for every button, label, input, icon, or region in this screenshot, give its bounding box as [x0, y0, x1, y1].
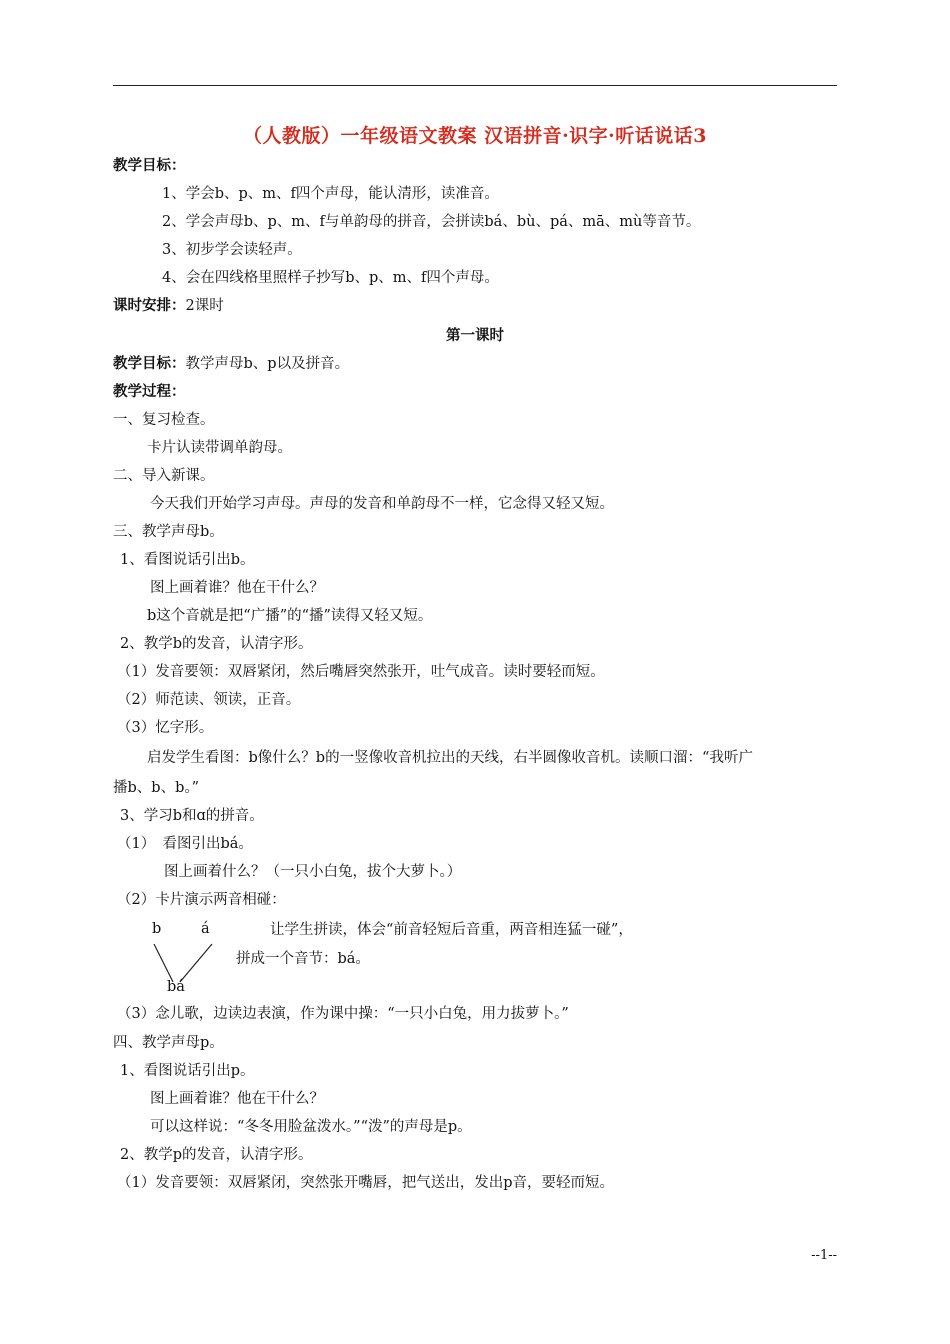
- paragraph: b这个音就是把“广播”的“播”读得又轻又短。: [147, 608, 433, 624]
- paragraph: （1）发音要领：双唇紧闭，突然张开嘴唇，把气送出，发出p音，要轻而短。: [117, 1175, 615, 1191]
- page-number: --1--: [811, 1248, 837, 1263]
- goals-heading: 教学目标：: [113, 157, 186, 174]
- paragraph: 拼成一个音节：bá。: [236, 951, 370, 967]
- header-rule: [113, 85, 837, 86]
- goal-item: 2、学会声母b、p、m、f与单韵母的拼音，会拼读bá、bù、pá、mā、mù等音节。: [162, 214, 701, 230]
- section-heading: 四、教学声母p。: [113, 1035, 224, 1051]
- paragraph: 启发学生看图：b像什么？b的一竖像收音机拉出的天线，右半圆像收音机。读顺口溜：“我听广: [147, 750, 753, 766]
- schedule-value: 2课时: [185, 298, 224, 314]
- diagram-lines: [140, 918, 250, 1000]
- paragraph: 图上画着谁？他在干什么？: [150, 1091, 324, 1107]
- sub-heading: 2、教学p的发音，认清字形。: [120, 1147, 313, 1163]
- paragraph: （2）卡片演示两音相碰：: [117, 892, 286, 908]
- schedule-label: 课时安排：: [113, 297, 186, 314]
- paragraph: 让学生拼读，体会“前音轻短后音重，两音相连猛一碰”，: [270, 922, 633, 938]
- sub-heading: 3、学习b和ɑ的拼音。: [120, 808, 264, 824]
- paragraph: （1） 看图引出bá。: [117, 836, 253, 852]
- sub-heading: 2、教学b的发音，认清字形。: [120, 636, 313, 652]
- paragraph: （1）发音要领：双唇紧闭，然后嘴唇突然张开，吐气成音。读时要轻而短。: [117, 664, 605, 680]
- sub-heading: 1、看图说话引出p。: [120, 1063, 255, 1079]
- paragraph: （2）师范读、领读，正音。: [117, 692, 301, 708]
- diagram-right-sound: á: [201, 921, 210, 937]
- paragraph: 播b、b、b。”: [113, 780, 200, 796]
- lesson-goal-label: 教学目标：: [113, 355, 186, 372]
- section-heading: 三、教学声母b。: [113, 524, 224, 540]
- paragraph: 卡片认读带调单韵母。: [147, 440, 292, 456]
- section-heading: 二、导入新课。: [113, 468, 215, 484]
- schedule-line: [113, 297, 224, 315]
- spelling-diagram: [140, 918, 250, 1000]
- goal-item: 3、初步学会读轻声。: [162, 242, 302, 258]
- paragraph: （3）念儿歌，边读边表演，作为课中操：“一只小白兔，用力拔萝卜。”: [117, 1006, 569, 1022]
- goal-item: 1、学会b、p、m、f四个声母，能认清形，读准音。: [162, 186, 499, 202]
- lesson-goal-value: 教学声母b、p以及拼音。: [185, 356, 350, 372]
- diagram-syllable: bá: [167, 979, 185, 995]
- paragraph: 图上画着什么？（一只小白兔，拔个大萝卜。）: [164, 864, 462, 880]
- goal-item: 4、会在四线格里照样子抄写b、p、m、f四个声母。: [162, 270, 499, 286]
- lesson-title: 第一课时: [446, 327, 504, 344]
- paragraph: 今天我们开始学习声母。声母的发音和单韵母不一样，它念得又轻又短。: [150, 496, 614, 512]
- paragraph: 可以这样说：“冬冬用脸盆泼水。”“泼”的声母是p。: [150, 1119, 472, 1135]
- lesson-goal-line: [113, 355, 349, 373]
- process-heading: 教学过程：: [113, 383, 186, 400]
- sub-heading: 1、看图说话引出b。: [120, 552, 255, 568]
- paragraph: 图上画着谁？他在干什么？: [150, 580, 324, 596]
- document-title: （人教版）一年级语文教案 汉语拼音·识字·听话说话3: [242, 125, 708, 147]
- diagram-left-sound: b: [152, 921, 162, 937]
- paragraph: （3）忆字形。: [117, 720, 214, 736]
- section-heading: 一、复习检查。: [113, 412, 215, 428]
